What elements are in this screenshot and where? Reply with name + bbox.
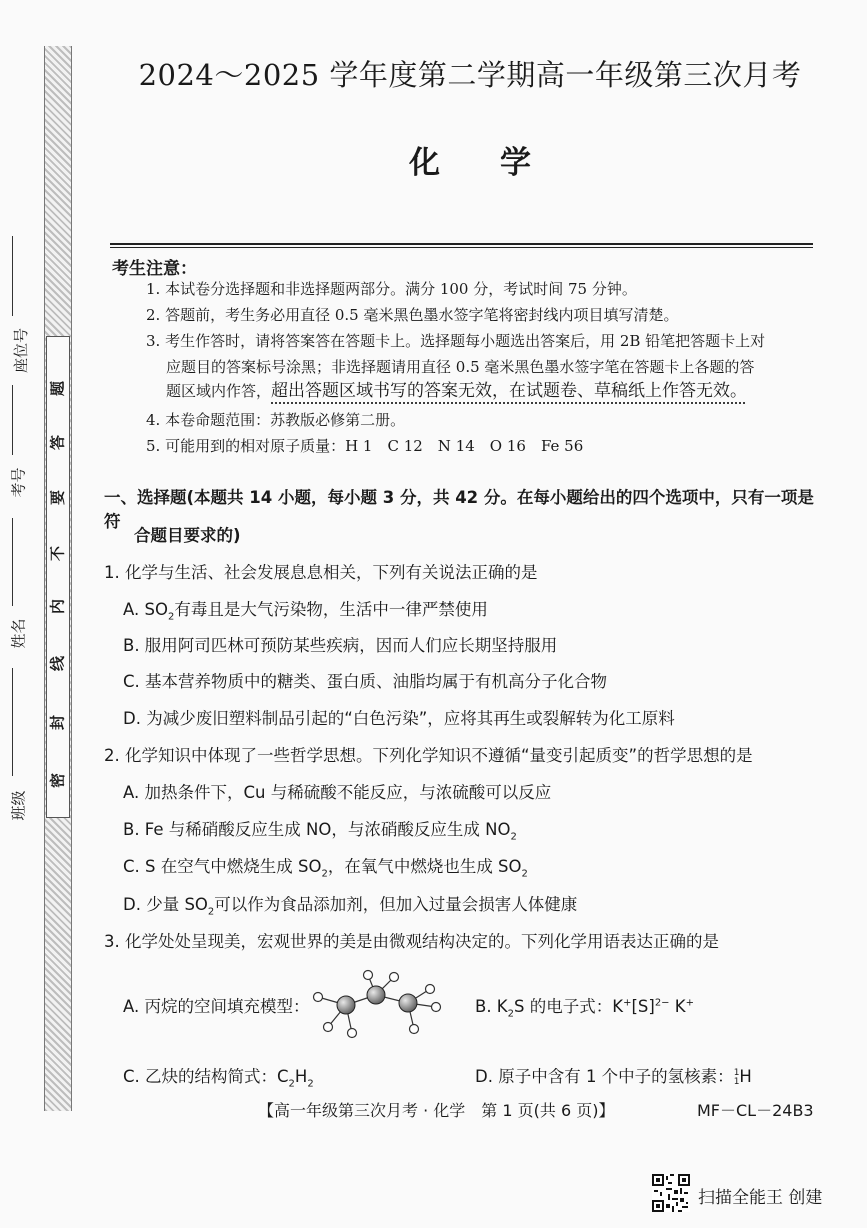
question-1-option-a: A. $SO_2$有毒且是大气污染物，生活中一律严禁使用 [123,600,488,623]
notice-item: 5. 可能用到的相对原子质量：H 1 C 12 N 14 O 16 Fe 56 [146,437,584,455]
hydrogen-atom [426,985,435,994]
question-3-option-c: C. 乙炔的结构简式：$C_2H_2$ [123,1067,314,1090]
question-2-option-b: B. Fe 与稀硝酸反应生成 NO，与浓硝酸反应生成 $NO_2$ [123,820,517,843]
hydrogen-atom [410,1025,419,1034]
exam-title: 2024～2025 学年度第二学期高一年级第三次月考 [138,58,802,92]
name-line[interactable] [12,518,13,606]
seal-char: 不 [48,546,67,562]
carbon-atom [367,986,385,1004]
notice-item: 应题目的答案标号涂黑；非选择题请用直径 0.5 毫米黑色墨水签字笔在答题卡上各题的答 [166,358,755,376]
seal-char: 线 [48,656,67,672]
seal-char: 答 [48,435,67,451]
seal-char: 内 [48,599,67,615]
seal-char: 题 [48,381,67,397]
notice-item: 1. 本试卷分选择题和非选择题两部分。满分 100 分，考试时间 75 分钟。 [146,280,637,298]
propane-model-figure [308,965,448,1045]
carbon-atom [337,996,355,1014]
question-3-option-d: D. 原子中含有 1 个中子的氢核素：1 1H [475,1067,752,1087]
question-2-option-d: D. 少量 $SO_2$可以作为食品添加剂，但加入过量会损害人体健康 [123,895,578,918]
exam-number-label: 考号 [9,467,28,498]
notice-text: 题区域内作答， [166,382,272,400]
question-1-option-b: B. 服用阿司匹林可预防某些疾病，因而人们应长期坚持服用 [123,636,558,655]
name-label: 姓名 [9,618,28,649]
notice-heading: 考生注意： [112,259,197,279]
notice-item [166,381,816,401]
page-footer: 【高一年级第三次月考 · 化学 第 1 页(共 6 页)】 [258,1101,615,1120]
header-rule [110,243,813,245]
hydrogen-atom [314,993,323,1002]
hydrogen-atom [348,1029,357,1038]
hydrogen-atom [390,973,399,982]
subject-title: 化学 [409,145,591,181]
header-rule-thin [110,247,813,248]
paper-code: MF－CL－24B3 [697,1101,814,1120]
question-3-stem: 3. 化学处处呈现美，宏观世界的美是由微观结构决定的。下列化学用语表达正确的是 [104,932,719,951]
question-1-option-d: D. 为减少废旧塑料制品引起的“白色污染”，应将其再生或裂解转为化工原料 [123,709,675,728]
notice-emphasis: 超出答题区域书写的答案无效，在试题卷、草稿纸上作答无效。 [271,381,748,401]
seal-line-box [46,336,70,818]
seal-char: 封 [48,715,67,731]
section-heading-cont: 合题目要求的) [134,526,241,545]
seat-number-label: 座位号 [12,327,31,374]
question-2-option-c: C. S 在空气中燃烧生成 $SO_2$，在氧气中燃烧也生成 $SO_2$ [123,857,528,880]
notice-item: 4. 本卷命题范围：苏教版必修第二册。 [146,411,406,429]
qr-code-icon [652,1174,690,1212]
question-1-stem: 1. 化学与生活、社会发展息息相关，下列有关说法正确的是 [104,563,538,582]
hydrogen-atom [364,971,373,980]
exam-number-line[interactable] [12,385,13,455]
scanner-watermark: 扫描全能王 创建 [698,1188,823,1208]
carbon-atom [399,994,417,1012]
class-line[interactable] [12,668,13,776]
question-2-option-a: A. 加热条件下，Cu 与稀硫酸不能反应，与浓硫酸可以反应 [123,783,552,802]
seal-char: 密 [48,773,67,789]
hydrogen-atom [432,1003,441,1012]
class-label: 班级 [9,790,28,821]
question-3-option-b: B. $K_2S$ 的电子式：$K^+[S]^{2-}$ K+ [475,997,695,1020]
section-heading: 一、选择题(本题共 14 小题，每小题 3 分，共 42 分。在每小题给出的四个选项中，只有一项是符 [104,488,814,531]
question-3-option-a: A. 丙烷的空间填充模型： [123,997,310,1016]
seat-number-line[interactable] [12,236,13,316]
question-1-option-c: C. 基本营养物质中的糖类、蛋白质、油脂均属于有机高分子化合物 [123,672,608,691]
notice-item: 2. 答题前，考生务必用直径 0.5 毫米黑色墨水签字笔将密封线内项目填写清楚。 [146,306,679,324]
hydrogen-atom [324,1023,333,1032]
question-2-stem: 2. 化学知识中体现了一些哲学思想。下列化学知识不遵循“量变引起质变”的哲学思想的是 [104,746,753,765]
seal-char: 要 [48,490,67,506]
notice-item: 3. 考生作答时，请将答案答在答题卡上。选择题每小题选出答案后，用 2B 铅笔把答题卡上对 [146,332,766,350]
